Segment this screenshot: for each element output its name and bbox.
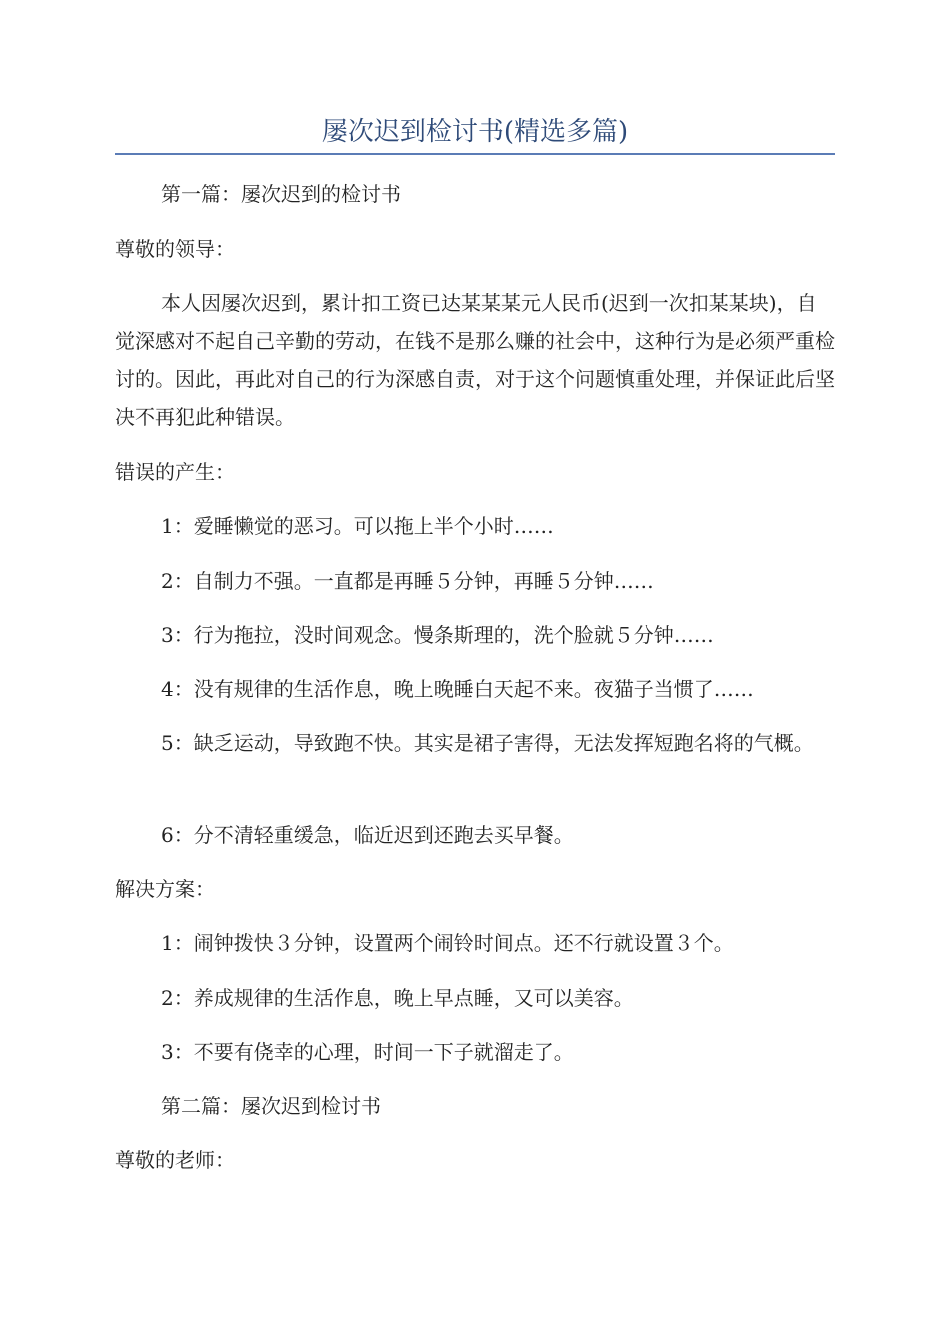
error-item-3: 3：行为拖拉，没时间观念。慢条斯理的，洗个脸就５分钟…… <box>161 623 714 647</box>
solution-item-3: 3：不要有侥幸的心理，时间一下子就溜走了。 <box>161 1040 574 1064</box>
error-item-1: 1：爱睡懒觉的恶习。可以拖上半个小时…… <box>161 514 554 538</box>
error-item-2: 2：自制力不强。一直都是再睡５分钟，再睡５分钟…… <box>161 569 654 593</box>
intro-paragraph: 本人因屡次迟到，累计扣工资已达某某某元人民币(迟到一次扣某某块)，自觉深感对不起自己辛勤的劳动，在钱不是那么赚的社会中，这种行为是必须严重检讨的。因此，再此对自己的行为深感自责，对于这个问题慎重处理，并保证此后坚决不再犯此种错误。 <box>115 291 835 429</box>
error-item-5: 5：缺乏运动，导致跑不快。其实是裙子害得，无法发挥短跑名将的气概。 <box>161 731 814 755</box>
error-item-6: 6：分不清轻重缓急，临近迟到还跑去买早餐。 <box>161 823 574 847</box>
solution-item-2: 2：养成规律的生活作息，晚上早点睡，又可以美容。 <box>161 986 634 1010</box>
solution-item-1: 1：闹钟拨快３分钟，设置两个闹铃时间点。还不行就设置３个。 <box>161 931 734 955</box>
section-heading-2: 第二篇：屡次迟到检讨书 <box>161 1094 381 1118</box>
title-underline <box>115 153 835 155</box>
salutation-2: 尊敬的老师： <box>115 1148 235 1172</box>
errors-heading: 错误的产生： <box>115 460 235 484</box>
error-item-4: 4：没有规律的生活作息，晚上晚睡白天起不来。夜猫子当惯了…… <box>161 677 754 701</box>
solutions-heading: 解决方案： <box>115 877 215 901</box>
document-title: 屡次迟到检讨书(精选多篇) <box>321 117 629 147</box>
salutation-1: 尊敬的领导： <box>115 237 235 261</box>
section-heading-1: 第一篇：屡次迟到的检讨书 <box>161 182 401 206</box>
